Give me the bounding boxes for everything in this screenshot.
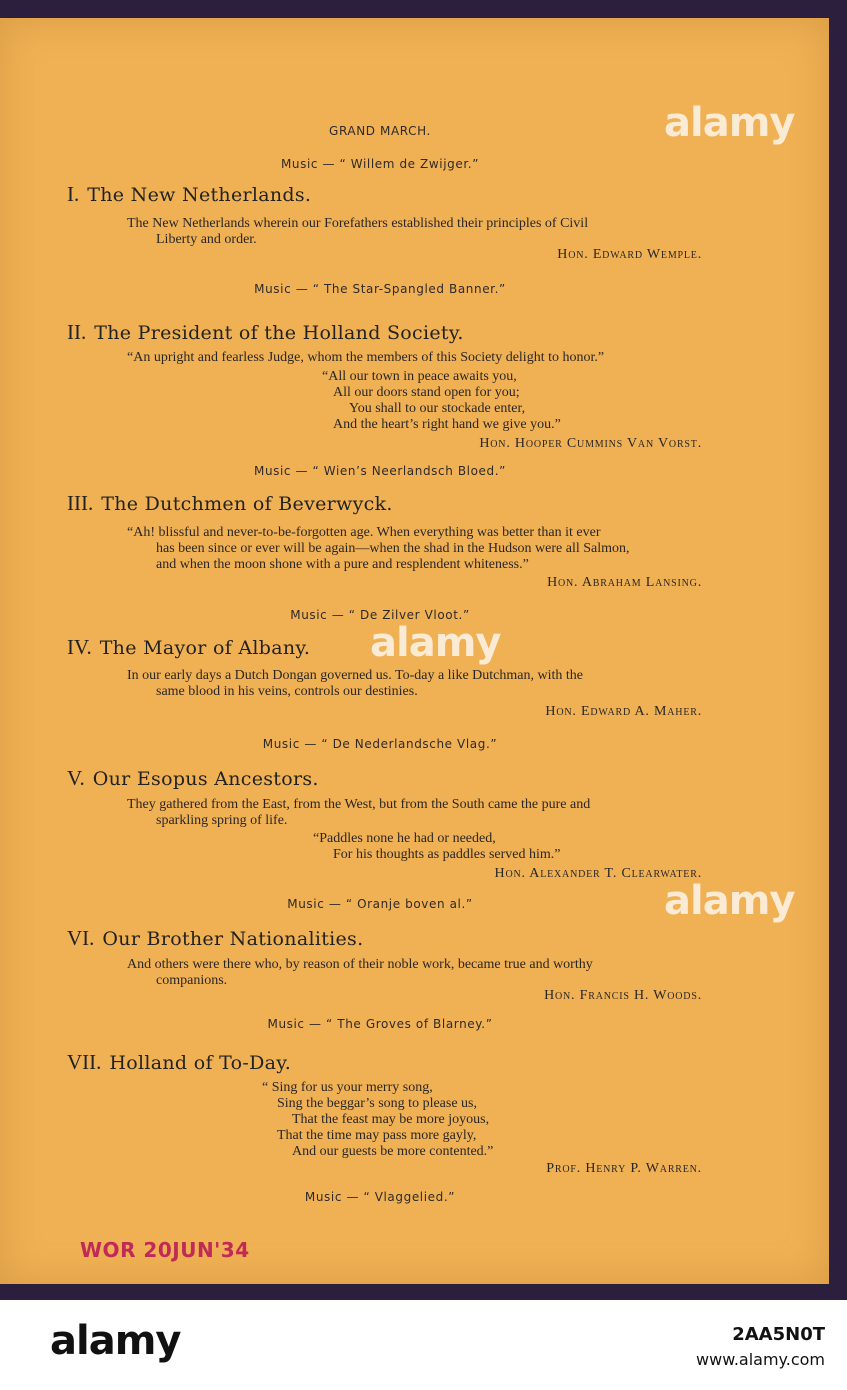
toast-heading-1	[67, 182, 311, 207]
verse-line: “All our town in peace awaits you,	[322, 369, 517, 384]
alamy-logo[interactable]: alamy	[50, 1318, 181, 1364]
toast-music: Music — “ Oranje boven al.”	[287, 897, 473, 911]
toast-music: Music — “ Wien’s Neerlandsch Bloed.”	[253, 464, 506, 478]
toast-text-line: has been since or ever will be again—when the shad in the Hudson were all Salmon,	[156, 541, 630, 556]
toast-heading-2	[67, 320, 464, 345]
verse-line: You shall to our stockade enter,	[349, 401, 526, 416]
toast-music: Music — “ Vlaggelied.”	[304, 1190, 456, 1204]
toast-numeral: IV.	[67, 635, 92, 659]
toast-text-line: They gathered from the East, from the West, but from the South came the pure and	[127, 797, 591, 812]
watermark-logo: alamy	[370, 620, 501, 666]
toast-music: Music — “ De Zilver Vloot.”	[290, 608, 470, 622]
watermark-logo: alamy	[664, 878, 795, 924]
watermark-logo: alamy	[664, 100, 795, 146]
toast-title: The Mayor of Albany.	[99, 637, 311, 659]
toast-speaker: Hon. Abraham Lansing.	[547, 575, 702, 590]
toast-text-line: same blood in his veins, controls our destinies.	[156, 684, 418, 699]
verse-line: For his thoughts as paddles served him.”	[333, 847, 561, 862]
verse-line: Sing the beggar’s song to please us,	[277, 1096, 477, 1111]
verse-line: “ Sing for us your merry song,	[262, 1080, 433, 1095]
toast-text-line: companions.	[156, 973, 228, 988]
verse-line: That the feast may be more joyous,	[292, 1112, 490, 1127]
opening-music: Music — “ Willem de Zwijger.”	[280, 157, 480, 171]
toast-numeral: II.	[67, 320, 87, 344]
verse-line: All our doors stand open for you;	[333, 385, 520, 400]
toast-heading-7	[67, 1050, 291, 1075]
toast-numeral: VII.	[67, 1050, 102, 1074]
toast-heading-3	[67, 491, 393, 516]
toast-text-line: “Ah! blissful and never-to-be-forgotten age. When everything was better than it ever	[127, 525, 601, 540]
verse-line: That the time may pass more gayly,	[277, 1128, 477, 1143]
menu-card	[0, 18, 829, 1284]
toast-text-line: In our early days a Dutch Dongan governed us. To-day a like Dutchman, with the	[127, 668, 583, 683]
toast-text-line: And others were there who, by reason of their noble work, became true and worthy	[127, 957, 593, 972]
toast-title: The Dutchmen of Beverwyck.	[101, 493, 393, 515]
toast-numeral: VI.	[67, 926, 95, 950]
toast-heading-4	[67, 635, 310, 660]
toast-numeral: I.	[67, 182, 80, 206]
site-url[interactable]: www.alamy.com	[696, 1350, 825, 1369]
toast-speaker: Hon. Edward Wemple.	[557, 247, 702, 262]
toast-music: Music — “ The Star-Spangled Banner.”	[254, 282, 506, 296]
footer-bar	[0, 1300, 847, 1390]
toast-text-line: The New Netherlands wherein our Forefathers established their principles of Civil	[127, 216, 589, 231]
image-id: 2AA5N0T	[732, 1324, 825, 1345]
toast-music: Music — “ De Nederlandsche Vlag.”	[262, 737, 498, 751]
toast-title: The New Netherlands.	[87, 184, 312, 206]
toast-title: Our Brother Nationalities.	[102, 928, 364, 950]
toast-text-line: “An upright and fearless Judge, whom the members of this Society delight to honor.”	[127, 350, 605, 365]
toast-speaker: Hon. Alexander T. Clearwater.	[494, 866, 702, 881]
toast-numeral: III.	[67, 491, 94, 515]
verse-line: And the heart’s right hand we give you.”	[333, 417, 561, 432]
toast-speaker: Hon. Edward A. Maher.	[545, 704, 702, 719]
toast-music: Music — “ The Groves of Blarney.”	[267, 1017, 493, 1031]
date-stamp: WOR 20JUN'34	[80, 1238, 250, 1262]
toast-heading-5	[67, 766, 319, 791]
toast-title: Holland of To-Day.	[109, 1052, 292, 1074]
toast-text-line: and when the moon shone with a pure and resplendent whiteness.”	[156, 557, 529, 572]
page-heading: GRAND MARCH.	[329, 124, 431, 138]
verse-line: And our guests be more contented.”	[292, 1144, 494, 1159]
toast-speaker: Prof. Henry P. Warren.	[546, 1161, 702, 1176]
toast-title: Our Esopus Ancestors.	[92, 768, 319, 790]
toast-text-line: Liberty and order.	[156, 232, 257, 247]
toast-numeral: V.	[67, 766, 85, 790]
toast-heading-6	[67, 926, 363, 951]
toast-title: The President of the Holland Society.	[94, 322, 464, 344]
toast-speaker: Hon. Hooper Cummins Van Vorst.	[479, 436, 702, 451]
verse-line: “Paddles none he had or needed,	[313, 831, 496, 846]
toast-speaker: Hon. Francis H. Woods.	[544, 988, 702, 1003]
toast-text-line: sparkling spring of life.	[156, 813, 288, 828]
